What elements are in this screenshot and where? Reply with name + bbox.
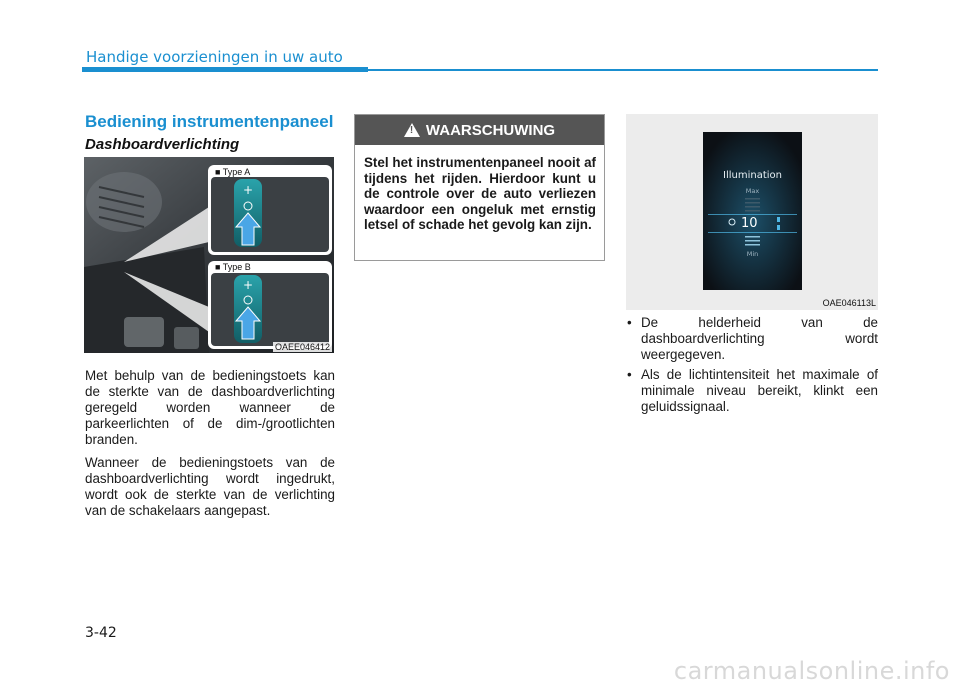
type-b-label: ■ Type B bbox=[212, 262, 254, 272]
illumination-display-figure bbox=[626, 114, 878, 310]
watermark: carmanualsonline.info bbox=[673, 657, 950, 685]
bullet-item: • De helderheid van de dashboardverlichting wordt weergegeven. bbox=[625, 315, 878, 363]
dashboard-photo bbox=[84, 157, 334, 353]
paragraph-1: Met behulp van de bedieningstoets kan de sterkte van de dashboardverlichting geregeld worden wanneer de parkeerlichten of de dim-/grootlichten branden. bbox=[85, 368, 335, 447]
display-max: Max bbox=[745, 187, 760, 195]
paragraph-2: Wanneer de bedieningstoets van de dashboardverlichting wordt ingedrukt, wordt ook de sterkte van de verlichting van de schakelaars aangepast. bbox=[85, 455, 335, 518]
svg-text:+: + bbox=[242, 278, 254, 292]
svg-text:+: + bbox=[242, 183, 254, 197]
section-heading: Bediening instrumentenpaneel bbox=[85, 112, 334, 131]
type-a-label: ■ Type A bbox=[212, 167, 253, 177]
display-value: 10 bbox=[741, 216, 758, 231]
header-rule-thin bbox=[368, 69, 878, 71]
warning-title: WAARSCHUWING bbox=[425, 121, 556, 139]
page-number: 3-42 bbox=[85, 625, 117, 641]
warning-text: Stel het instrumentenpaneel nooit af tijdens het rijden. Hierdoor kunt u de controle over de auto verliezen waardoor een ongeluk met ernstig letsel of schade het gevolg kan zijn. bbox=[364, 155, 596, 233]
display-title: Illumination bbox=[723, 170, 782, 181]
cluster-screen bbox=[703, 132, 802, 290]
bullet-item: • Als de lichtintensiteit het maximale of minimale niveau bereikt, klinkt een geluidssignaal. bbox=[625, 367, 878, 415]
warning-icon: ! bbox=[404, 123, 420, 137]
warning-box bbox=[354, 114, 605, 261]
display-code: OAE046113L bbox=[822, 298, 876, 308]
sub-heading: Dashboardverlichting bbox=[85, 136, 240, 153]
header-rule-thick bbox=[82, 67, 368, 72]
bullet-list bbox=[625, 315, 878, 419]
warning-header bbox=[355, 115, 604, 145]
chapter-title: Handige voorzieningen in uw auto bbox=[86, 48, 343, 66]
display-min: Min bbox=[746, 250, 759, 258]
body-text bbox=[85, 368, 335, 526]
photo-code: OAEE046412 bbox=[274, 342, 330, 352]
